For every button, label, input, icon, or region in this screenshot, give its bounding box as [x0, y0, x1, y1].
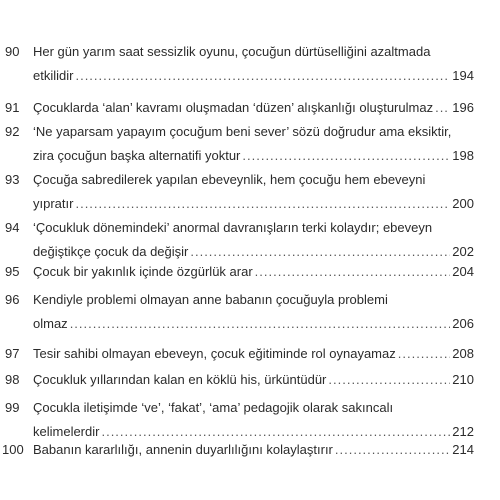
toc-entry-title-text: Çocuğa sabredilerek yapılan ebeveynlik, hem çocuğu hem ebeveyni — [33, 172, 426, 187]
toc-entry-last-line — [33, 342, 474, 366]
toc-entry-title-text: etkilidir — [33, 68, 74, 83]
toc-entry-number: 91 — [5, 100, 20, 115]
toc-entry-page-number: 194 — [452, 68, 474, 83]
toc-entry-number: 92 — [5, 124, 20, 139]
toc-entry-title-text: zira çocuğun başka alternatifi yoktur — [33, 148, 241, 163]
toc-entry-last-line — [33, 438, 474, 462]
dot-leader — [70, 312, 451, 336]
toc-entry-number: 99 — [5, 400, 20, 415]
toc-entry-title-text: kelimelerdir — [33, 424, 100, 439]
toc-entry-title-text: ‘Çocukluk dönemindeki’ anormal davranışların terki kolaydır; ebeveyn — [33, 220, 433, 235]
toc-entry-title-text: olmaz — [33, 316, 68, 331]
toc-entry-page-number: 198 — [452, 148, 474, 163]
toc-entry-title-text: Çocuklarda ‘alan’ kavramı oluşmadan ‘düzen’ alışkanlığı oluşturulmaz — [33, 100, 434, 115]
dot-leader — [398, 342, 451, 366]
toc-entry-number: 97 — [5, 346, 20, 361]
toc-entry-last-line — [33, 312, 474, 336]
toc-entry-last-line — [33, 192, 474, 216]
toc-entry-page-number: 206 — [452, 316, 474, 331]
toc-entry-last-line — [33, 368, 474, 392]
toc-entry-number: 90 — [5, 44, 20, 59]
toc-entry-title-text: Çocukluk yıllarından kalan en köklü his, ürküntüdür — [33, 372, 327, 387]
dot-leader — [335, 438, 450, 462]
toc-entry-page-number: 212 — [452, 424, 474, 439]
toc-entry-title-text: yıpratır — [33, 196, 74, 211]
toc-entry-number: 100 — [2, 442, 24, 457]
dot-leader — [242, 144, 450, 168]
toc-entry-title-text: Çocuk bir yakınlık içinde özgürlük arar — [33, 264, 253, 279]
toc-entry-page-number: 200 — [452, 196, 474, 211]
toc-entry-last-line — [33, 144, 474, 168]
toc-entry-page-number: 204 — [452, 264, 474, 279]
dot-leader — [75, 192, 450, 216]
toc-entry-page-number: 214 — [452, 442, 474, 457]
toc-entry-number: 94 — [5, 220, 20, 235]
toc-entry-last-line — [33, 260, 474, 284]
toc-entry-last-line — [33, 64, 474, 88]
toc-entry-title-text: Kendiyle problemi olmayan anne babanın çocuğuyla problemi — [33, 292, 388, 307]
toc-entry-number: 96 — [5, 292, 20, 307]
toc-entry-page-number: 208 — [452, 346, 474, 361]
toc-entry-title-text: Tesir sahibi olmayan ebeveyn, çocuk eğitiminde rol oynayamaz — [33, 346, 396, 361]
toc-entry-title-text: ‘Ne yaparsam yapayım çocuğum beni sever’ sözü doğrudur ama eksiktir, — [33, 124, 452, 139]
toc-entry-title-text: Her gün yarım saat sessizlik oyunu, çocuğun dürtüselliğini azaltmada — [33, 44, 431, 59]
dot-leader — [328, 368, 450, 392]
toc-entry-title-text: değiştikçe çocuk da değişir — [33, 244, 189, 259]
toc-entry-page-number: 202 — [452, 244, 474, 259]
toc-entry-number: 95 — [5, 264, 20, 279]
toc-entry-number: 93 — [5, 172, 20, 187]
toc-entry-title-text: Babanın kararlılığı, annenin duyarlılığını kolaylaştırır — [33, 442, 333, 457]
toc-entry-page-number: 210 — [452, 372, 474, 387]
dot-leader — [435, 96, 450, 120]
toc-entry-page-number: 196 — [452, 100, 474, 115]
dot-leader — [75, 64, 450, 88]
toc-entry-number: 98 — [5, 372, 20, 387]
toc-entry-title-text: Çocukla iletişimde ‘ve’, ‘fakat’, ‘ama’ pedagojik olarak sakıncalı — [33, 400, 394, 415]
dot-leader — [255, 260, 451, 284]
toc-entry-last-line — [33, 96, 474, 120]
